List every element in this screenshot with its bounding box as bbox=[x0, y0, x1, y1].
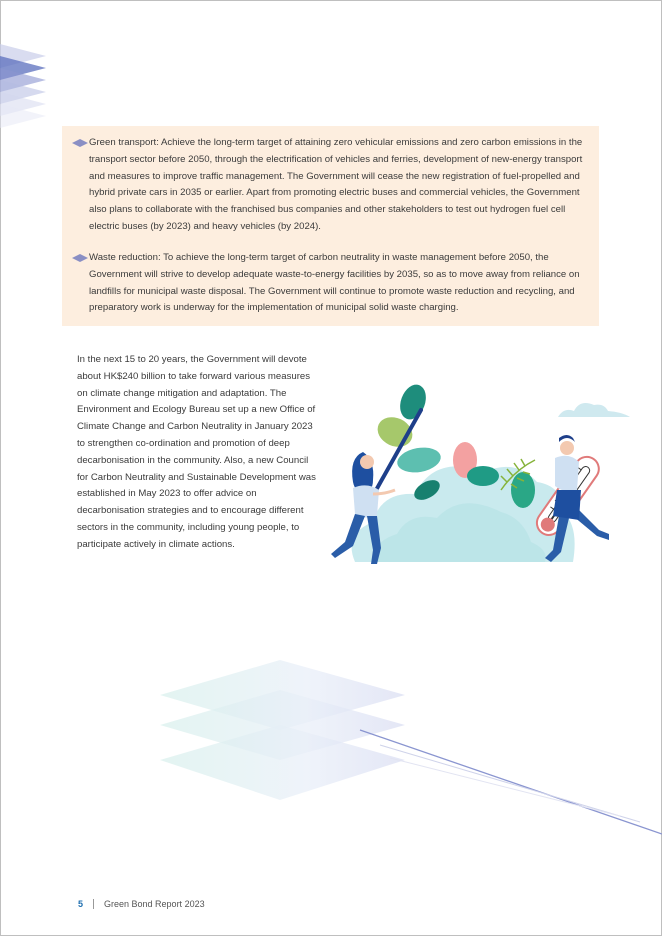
climate-action-illustration bbox=[315, 380, 635, 585]
diamond-bullet-icon bbox=[72, 254, 88, 262]
body-paragraph: In the next 15 to 20 years, the Government will devote about HK$240 billion to take forward various measures on climate change mitigation and adaptation. The Environment and Ecology Bureau set up a new Office of Climate Change and Carbon Neutrality in January 2023 to strengthen co-ordination and promotion of deep decarbonisation in the community. Also, a new Council for Carbon Neutrality and Sustainable Development was established in May 2023 to offer advice on decarbonisation strategies and to encourage different sectors in the community, including young people, to participate actively in climate actions. bbox=[77, 354, 316, 550]
diamond-bullet-icon bbox=[72, 139, 88, 147]
report-title: Green Bond Report 2023 bbox=[104, 899, 205, 909]
page-footer bbox=[78, 899, 205, 909]
page-number: 5 bbox=[78, 899, 84, 909]
bullet-text: Green transport: Achieve the long-term target of attaining zero vehicular emissions and zero carbon emissions in the transport sector before 2050, through the electrification of vehicles and ferries, development of new-energy transport and measures to improve traffic management. The Government will cease the new registration of fuel-propelled and hybrid private cars in 2035 or earlier. Apart from promoting electric buses and commercial vehicles, the Government also plans to collaborate with the franchised bus companies and other stakeholders to test out hydrogen fuel cell electric buses (by 2023) and heavy vehicles (by 2024). bbox=[89, 137, 583, 232]
bullet-text: Waste reduction: To achieve the long-term target of carbon neutrality in waste management before 2050, the Government will strive to develop adequate waste-to-energy facilities by 2035, so as to move away from reliance on landfills for municipal waste disposal. The Government will continue to promote waste reduction and recycling, and preparatory work is underway for the implementation of municipal solid waste charging. bbox=[89, 252, 580, 314]
highlight-box bbox=[62, 126, 599, 326]
stacked-diamonds-decoration bbox=[0, 40, 50, 132]
footer-divider bbox=[93, 899, 94, 909]
faded-diamonds-decoration bbox=[150, 650, 662, 850]
